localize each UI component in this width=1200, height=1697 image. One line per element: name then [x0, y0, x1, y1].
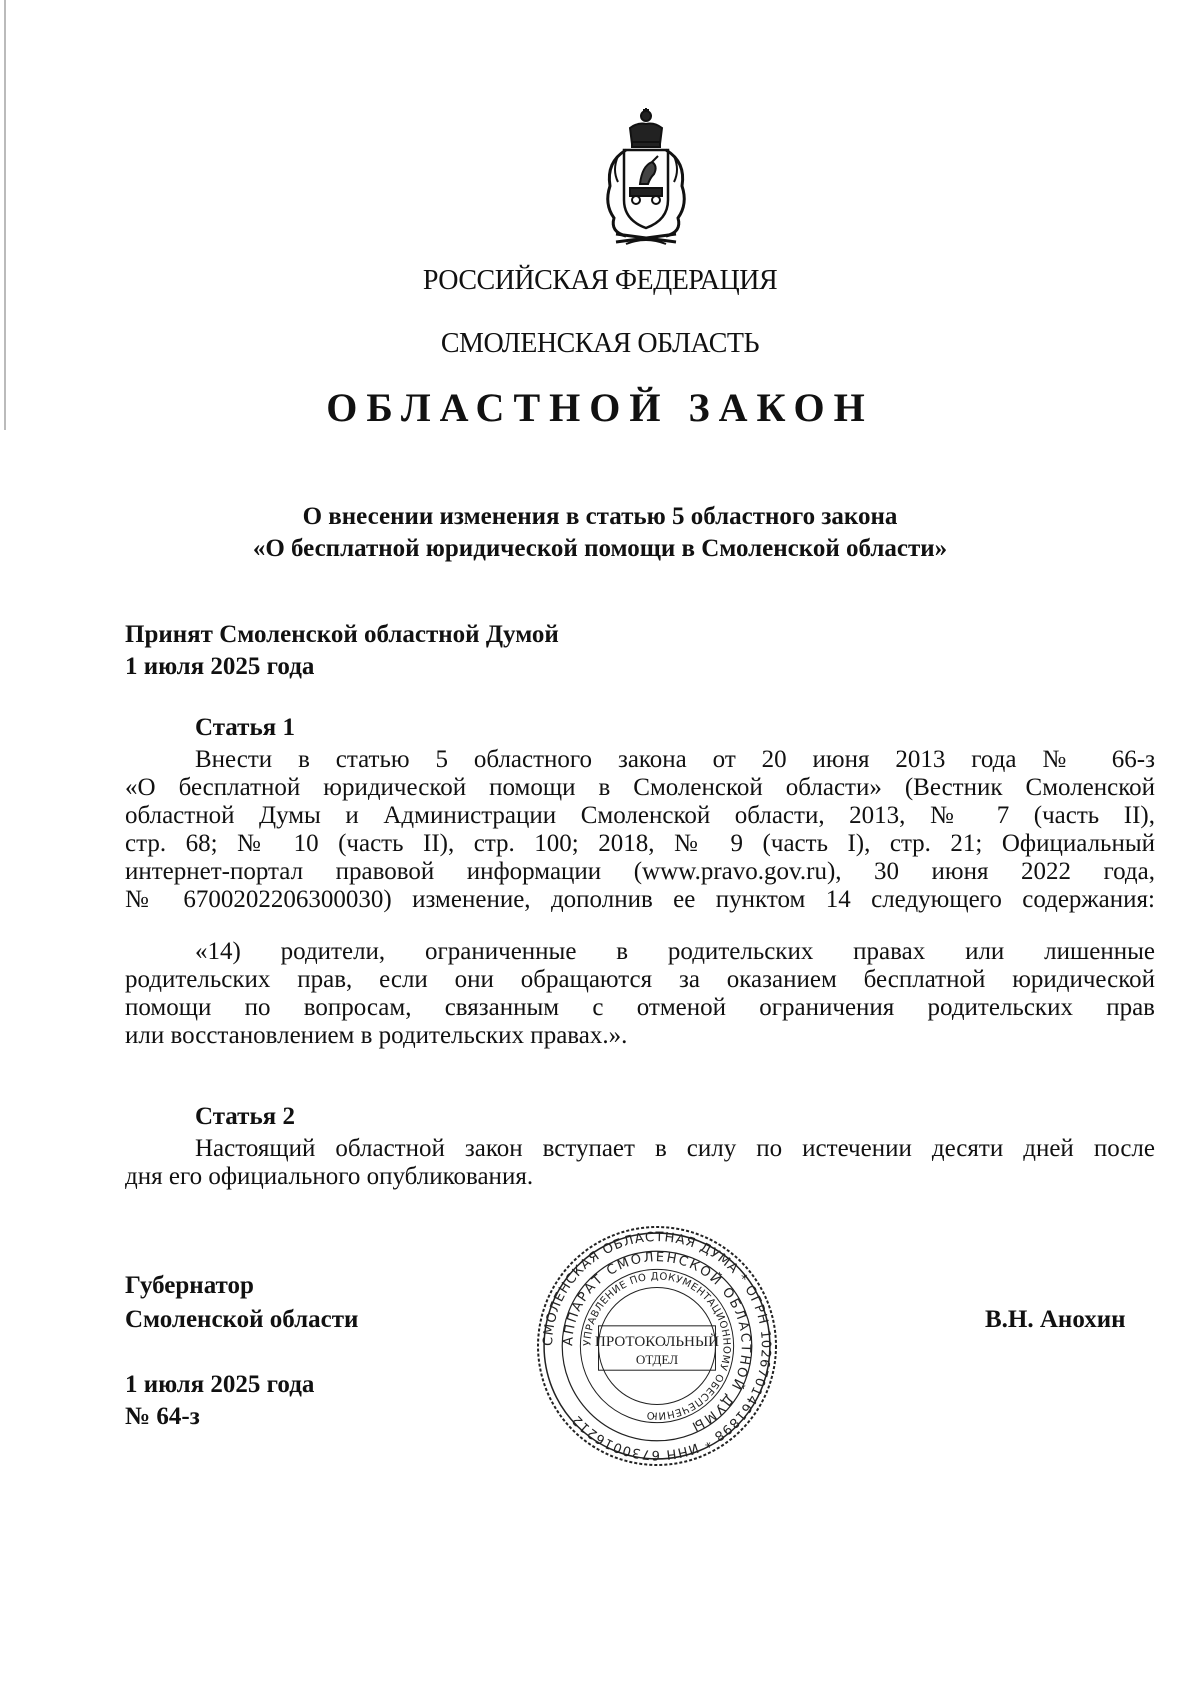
signatory-position-line-2: Смоленской области [125, 1306, 359, 1333]
text-line: или восстановлением в родительских правах.». [125, 1022, 628, 1049]
document-type-heading: ОБЛАСТНОЙ ЗАКОН [326, 385, 874, 430]
text-line: стр. 68; № 10 (часть II), стр. 100; 2018, № 9 (часть I), стр. 21; Официальный [125, 830, 1155, 857]
signing-date: 1 июля 2025 года [125, 1371, 315, 1398]
stamp-middle-text: АППАРАТ СМОЛЕНСКОЙ ОБЛАСТНОЙ ДУМЫ [561, 1250, 753, 1435]
article-1-paragraph-1 [125, 746, 1155, 914]
text-line: Настоящий областной закон вступает в силу по истечении десяти дней после [195, 1135, 1155, 1162]
text-line: интернет-портал правовой информации (www.pravo.gov.ru), 30 июня 2022 года, [125, 858, 1155, 885]
coat-of-arms-emblem [596, 104, 696, 248]
text-line: «14) родители, ограниченные в родительских правах или лишенные [195, 938, 1155, 965]
law-number: № 64-з [125, 1403, 200, 1430]
signatory-name: В.Н. Анохин [985, 1306, 1126, 1333]
text-line: Внести в статью 5 областного закона от 20 июня 2013 года № 66-з [195, 746, 1155, 773]
signatory-position-line-1: Губернатор [125, 1272, 254, 1299]
region-header: СМОЛЕНСКАЯ ОБЛАСТЬ [440, 328, 760, 359]
article-2-heading: Статья 2 [195, 1103, 295, 1130]
article-1-heading: Статья 1 [195, 714, 295, 741]
article-1-paragraph-2 [125, 938, 1155, 1050]
stamp-center-line-2: ОТДЕЛ [635, 1352, 679, 1368]
text-line: родительских прав, если они обращаются за оказанием бесплатной юридической [125, 966, 1155, 993]
adoption-line-1: Принят Смоленской областной Думой [125, 621, 559, 648]
official-stamp [536, 1225, 778, 1467]
page-edge-line [4, 0, 6, 430]
stamp-center-line-1: ПРОТОКОЛЬНЫЙ [594, 1334, 720, 1350]
adoption-date: 1 июля 2025 года [125, 653, 315, 680]
text-line: областной Думы и Администрации Смоленской области, 2013, № 7 (часть II), [125, 802, 1155, 829]
stamp-inner-text: УПРАВЛЕНИЕ ПО ДОКУМЕНТАЦИОННОМУ ОБЕСПЕЧЕНИЮ [582, 1271, 732, 1421]
text-line: «О бесплатной юридической помощи в Смоленской области» (Вестник Смоленской [125, 774, 1155, 801]
text-line: дня его официального опубликования. [125, 1163, 534, 1190]
text-line: № 6700202206300030) изменение, дополнив ее пунктом 14 следующего содержания: [125, 886, 1155, 913]
article-2-paragraph-1 [125, 1135, 1155, 1191]
country-header: РОССИЙСКАЯ ФЕДЕРАЦИЯ [422, 265, 778, 296]
text-line: помощи по вопросам, связанным с отменой ограничения родительских прав [125, 994, 1155, 1021]
stamp-outer-text: СМОЛЕНСКАЯ ОБЛАСТНАЯ ДУМА * ОГРН 1026701461898 * ИНН 6730016212 [541, 1230, 773, 1462]
law-title-line-2: «О бесплатной юридической помощи в Смоленской области» [252, 535, 948, 562]
law-title-line-1: О внесении изменения в статью 5 областного закона [302, 503, 898, 530]
